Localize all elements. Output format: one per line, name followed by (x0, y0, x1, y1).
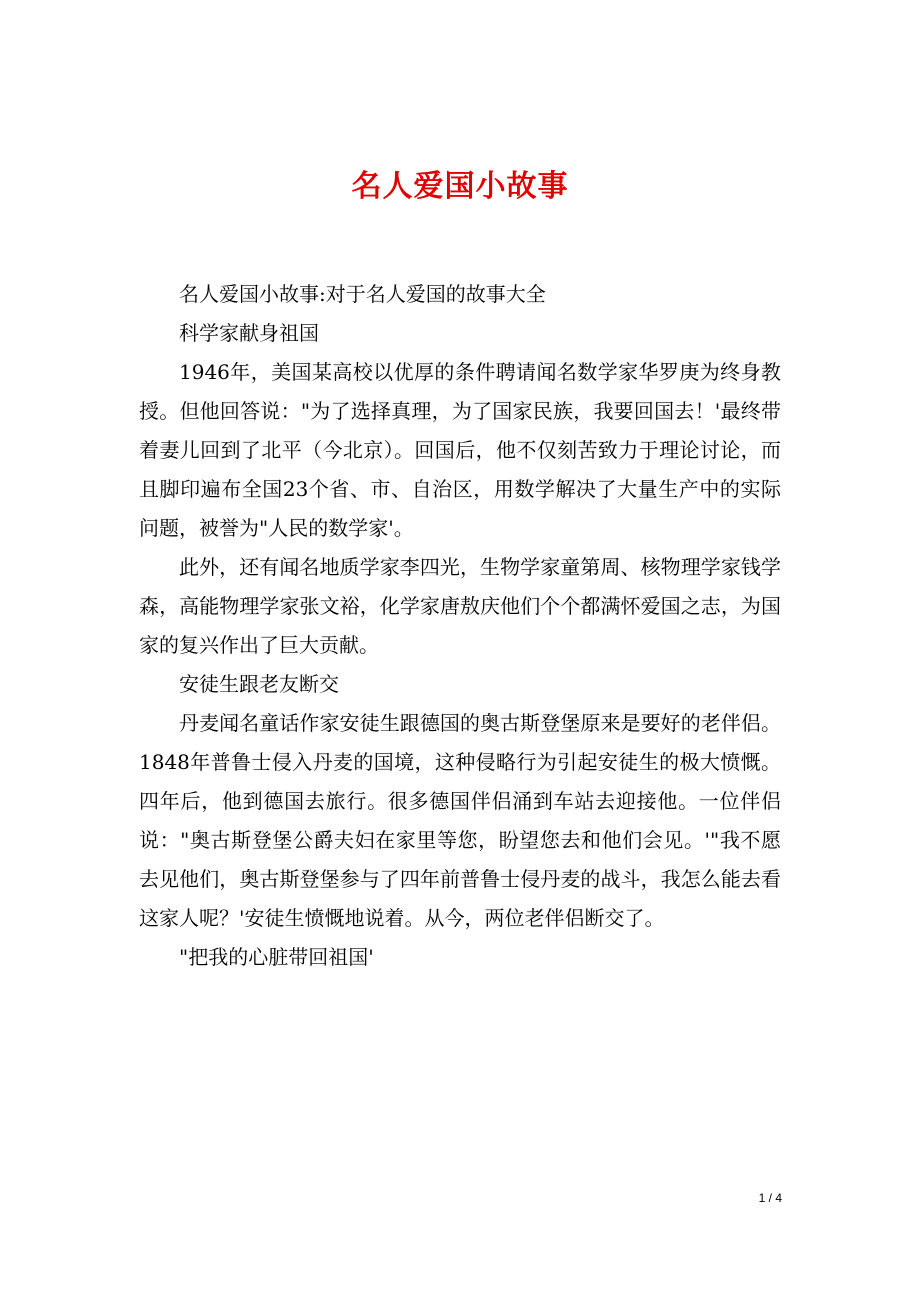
document-body (139, 275, 781, 977)
section-heading-heart: "把我的心脏带回祖国' (179, 945, 374, 969)
section-heading-andersen: 安徒生跟老友断交 (179, 672, 339, 696)
section-heading-scientists: 科学家献身祖国 (179, 321, 319, 345)
paragraph-andersen-story: 丹麦闻名童话作家安徒生跟德国的奥古斯登堡原来是要好的老伴侣。1848年普鲁士侵入丹麦的国境，这种侵略行为引起安徒生的极大愤慨。四年后，他到德国去旅行。很多德国伴侣涌到车站去迎接他。一位伴侣说："奥古斯登堡公爵夫妇在家里等您，盼望您去和他们会见。'"我不愿去见他们，奥古斯登堡参与了四年前普鲁士侵丹麦的战斗，我怎么能去看这家人呢？'安徒生愤慨地说着。从今，两位老伴侣断交了。 (139, 711, 781, 930)
paragraph-other-scientists: 此外，还有闻名地质学家李四光，生物学家童第周、核物理学家钱学森，高能物理学家张文裕，化学家唐敖庆他们个个都满怀爱国之志，为国家的复兴作出了巨大贡献。 (139, 555, 781, 657)
page-number: 1 / 4 (758, 1191, 782, 1205)
paragraph-subtitle: 名人爱国小故事:对于名人爱国的故事大全 (179, 282, 546, 306)
paragraph-hua-luogeng: 1946年，美国某高校以优厚的条件聘请闻名数学家华罗庚为终身教授。但他回答说："为了选择真理，为了国家民族，我要回国去！'最终带着妻儿回到了北平（今北京）。回国后，他不仅刻苦致力于理论讨论，而且脚印遍布全国23个省、市、自治区，用数学解决了大量生产中的实际问题，被誉为"人民的数学家'。 (139, 360, 781, 540)
document-title: 名人爱国小故事 (351, 169, 569, 205)
